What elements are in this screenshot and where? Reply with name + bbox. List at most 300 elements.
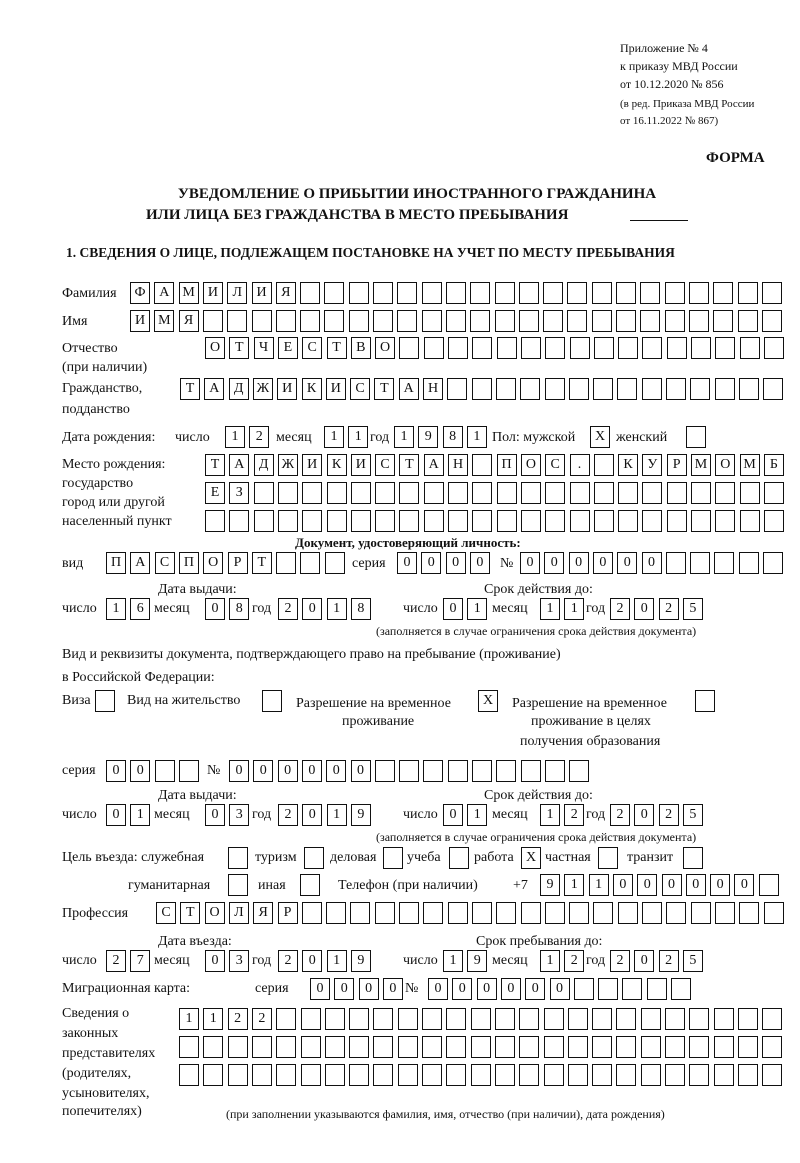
representatives-3-char-box[interactable] (616, 1064, 636, 1086)
right-number-char-box[interactable]: 0 (229, 760, 249, 782)
surname-char-box[interactable] (738, 282, 758, 304)
name-char-box[interactable] (470, 310, 490, 332)
representatives-1-char-box[interactable] (714, 1008, 734, 1030)
id-issue-year-char-box[interactable]: 2 (278, 598, 298, 620)
id-kind-char-box[interactable]: А (130, 552, 150, 574)
birth-place-2-char-box[interactable] (570, 482, 590, 504)
representatives-2-char-box[interactable] (349, 1036, 369, 1058)
representatives-2-char-box[interactable] (592, 1036, 612, 1058)
stay-month-char-box[interactable]: 2 (564, 950, 584, 972)
birth-place-3-char-box[interactable] (618, 510, 638, 532)
mc-number-char-box[interactable]: 0 (428, 978, 448, 1000)
representatives-3-char-box[interactable] (641, 1064, 661, 1086)
surname-char-box[interactable]: Л (227, 282, 247, 304)
birth-place-1-char-box[interactable]: Ж (278, 454, 298, 476)
citizenship-char-box[interactable]: Т (374, 378, 394, 400)
birth-place-3-char-box[interactable] (521, 510, 541, 532)
birth-place-1-char-box[interactable]: С (375, 454, 395, 476)
birth-place-2-char-box[interactable] (740, 482, 760, 504)
patronymic-char-box[interactable] (618, 337, 638, 359)
surname-char-box[interactable] (422, 282, 442, 304)
phone-char-box[interactable]: 0 (613, 874, 633, 896)
birth-place-3-char-box[interactable] (254, 510, 274, 532)
id-issue-year-char-box[interactable]: 1 (327, 598, 347, 620)
surname-char-box[interactable]: И (203, 282, 223, 304)
representatives-2-char-box[interactable] (276, 1036, 296, 1058)
birth-place-3-char-box[interactable] (424, 510, 444, 532)
id-kind-char-box[interactable]: Т (252, 552, 272, 574)
mc-series-char-box[interactable]: 0 (334, 978, 354, 1000)
right-number-char-box[interactable] (448, 760, 468, 782)
mc-number-char-box[interactable]: 0 (452, 978, 472, 1000)
name-char-box[interactable] (373, 310, 393, 332)
phone-char-box[interactable]: 1 (589, 874, 609, 896)
citizenship-char-box[interactable] (472, 378, 492, 400)
representatives-3-char-box[interactable] (446, 1064, 466, 1086)
representatives-2-char-box[interactable] (616, 1036, 636, 1058)
entry-month-char-box[interactable]: 3 (229, 950, 249, 972)
surname-char-box[interactable] (567, 282, 587, 304)
right-valid-month-char-box[interactable]: 2 (564, 804, 584, 826)
patronymic-char-box[interactable] (472, 337, 492, 359)
name-char-box[interactable]: И (130, 310, 150, 332)
representatives-3-char-box[interactable] (544, 1064, 564, 1086)
representatives-3-char-box[interactable] (422, 1064, 442, 1086)
right-issue-year-char-box[interactable]: 0 (302, 804, 322, 826)
birth-place-1-char-box[interactable]: К (327, 454, 347, 476)
birth-place-3-char-box[interactable] (642, 510, 662, 532)
right-series-char-box[interactable]: 0 (130, 760, 150, 782)
surname-char-box[interactable] (762, 282, 782, 304)
birth-place-2-char-box[interactable] (472, 482, 492, 504)
surname-char-box[interactable] (543, 282, 563, 304)
right-valid-year-char-box[interactable]: 2 (659, 804, 679, 826)
id-issue-day-char-box[interactable]: 6 (130, 598, 150, 620)
representatives-2-char-box[interactable] (568, 1036, 588, 1058)
birth-place-2-char-box[interactable] (424, 482, 444, 504)
phone-char-box[interactable]: 0 (662, 874, 682, 896)
birth-place-2-char-box[interactable] (691, 482, 711, 504)
birth-place-3-char-box[interactable] (691, 510, 711, 532)
name-char-box[interactable] (640, 310, 660, 332)
representatives-1-char-box[interactable] (495, 1008, 515, 1030)
representatives-1-char-box[interactable] (592, 1008, 612, 1030)
representatives-1-char-box[interactable] (519, 1008, 539, 1030)
id-issue-month-char-box[interactable]: 8 (229, 598, 249, 620)
profession-char-box[interactable] (642, 902, 662, 924)
right-valid-year-char-box[interactable]: 2 (610, 804, 630, 826)
birth-year-char-box[interactable]: 9 (418, 426, 438, 448)
birth-year-char-box[interactable]: 8 (443, 426, 463, 448)
birth-place-1-char-box[interactable]: М (691, 454, 711, 476)
right-valid-year-char-box[interactable]: 0 (634, 804, 654, 826)
birth-place-3-char-box[interactable] (667, 510, 687, 532)
representatives-1-char-box[interactable] (762, 1008, 782, 1030)
representatives-2-char-box[interactable] (714, 1036, 734, 1058)
patronymic-char-box[interactable] (399, 337, 419, 359)
representatives-1-char-box[interactable] (446, 1008, 466, 1030)
representatives-1-char-box[interactable] (325, 1008, 345, 1030)
id-number-char-box[interactable] (714, 552, 734, 574)
right-valid-year-char-box[interactable]: 5 (683, 804, 703, 826)
birth-place-2-char-box[interactable]: З (229, 482, 249, 504)
citizenship-char-box[interactable]: Ж (253, 378, 273, 400)
representatives-1-char-box[interactable] (665, 1008, 685, 1030)
surname-char-box[interactable] (713, 282, 733, 304)
representatives-2-char-box[interactable] (689, 1036, 709, 1058)
citizenship-char-box[interactable] (496, 378, 516, 400)
name-char-box[interactable] (665, 310, 685, 332)
patronymic-char-box[interactable] (424, 337, 444, 359)
profession-char-box[interactable] (448, 902, 468, 924)
birth-place-2-char-box[interactable] (764, 482, 784, 504)
id-issue-year-char-box[interactable]: 0 (302, 598, 322, 620)
birth-place-3-char-box[interactable] (448, 510, 468, 532)
birth-place-1-char-box[interactable]: А (229, 454, 249, 476)
birth-place-1-char-box[interactable]: П (497, 454, 517, 476)
name-char-box[interactable] (227, 310, 247, 332)
citizenship-char-box[interactable] (617, 378, 637, 400)
id-kind-char-box[interactable]: Р (228, 552, 248, 574)
right-number-char-box[interactable] (545, 760, 565, 782)
profession-char-box[interactable] (569, 902, 589, 924)
phone-char-box[interactable]: 9 (540, 874, 560, 896)
profession-char-box[interactable] (715, 902, 735, 924)
right-number-char-box[interactable] (399, 760, 419, 782)
citizenship-char-box[interactable]: Т (180, 378, 200, 400)
birth-place-3-char-box[interactable] (594, 510, 614, 532)
representatives-2-char-box[interactable] (446, 1036, 466, 1058)
name-char-box[interactable] (300, 310, 320, 332)
birth-place-1-char-box[interactable]: О (521, 454, 541, 476)
birth-place-1-char-box[interactable]: Т (205, 454, 225, 476)
surname-char-box[interactable] (300, 282, 320, 304)
temp-residence-edu-checkbox[interactable] (695, 690, 715, 712)
name-char-box[interactable] (349, 310, 369, 332)
citizenship-char-box[interactable] (763, 378, 783, 400)
representatives-1-char-box[interactable] (349, 1008, 369, 1030)
id-kind-char-box[interactable]: П (106, 552, 126, 574)
id-issue-month-char-box[interactable]: 0 (205, 598, 225, 620)
id-series-char-box[interactable]: 0 (470, 552, 490, 574)
mc-number-char-box[interactable] (574, 978, 594, 1000)
representatives-3-char-box[interactable] (568, 1064, 588, 1086)
citizenship-char-box[interactable]: Н (423, 378, 443, 400)
profession-char-box[interactable] (691, 902, 711, 924)
entry-year-char-box[interactable]: 0 (302, 950, 322, 972)
birth-place-1-char-box[interactable]: И (302, 454, 322, 476)
profession-char-box[interactable]: Л (229, 902, 249, 924)
surname-char-box[interactable] (592, 282, 612, 304)
representatives-1-char-box[interactable]: 2 (252, 1008, 272, 1030)
profession-char-box[interactable] (666, 902, 686, 924)
stay-year-char-box[interactable]: 5 (683, 950, 703, 972)
name-char-box[interactable] (397, 310, 417, 332)
surname-char-box[interactable]: М (179, 282, 199, 304)
representatives-1-char-box[interactable] (471, 1008, 491, 1030)
patronymic-char-box[interactable] (448, 337, 468, 359)
residence-permit-checkbox[interactable] (262, 690, 282, 712)
surname-char-box[interactable] (349, 282, 369, 304)
birth-place-2-char-box[interactable] (545, 482, 565, 504)
right-issue-year-char-box[interactable]: 9 (351, 804, 371, 826)
name-char-box[interactable]: М (154, 310, 174, 332)
citizenship-char-box[interactable] (690, 378, 710, 400)
surname-char-box[interactable] (519, 282, 539, 304)
birth-place-2-char-box[interactable] (278, 482, 298, 504)
birth-year-char-box[interactable]: 1 (467, 426, 487, 448)
id-kind-char-box[interactable]: П (179, 552, 199, 574)
purpose-humanitarian-checkbox[interactable] (228, 874, 248, 896)
name-char-box[interactable] (762, 310, 782, 332)
representatives-3-char-box[interactable] (592, 1064, 612, 1086)
purpose-study-checkbox[interactable] (449, 847, 469, 869)
representatives-2-char-box[interactable] (228, 1036, 248, 1058)
representatives-3-char-box[interactable] (276, 1064, 296, 1086)
right-series-char-box[interactable]: 0 (106, 760, 126, 782)
representatives-3-char-box[interactable] (373, 1064, 393, 1086)
mc-number-char-box[interactable] (647, 978, 667, 1000)
id-kind-char-box[interactable]: О (203, 552, 223, 574)
right-number-char-box[interactable]: 0 (326, 760, 346, 782)
patronymic-char-box[interactable] (497, 337, 517, 359)
surname-char-box[interactable]: Ф (130, 282, 150, 304)
representatives-2-char-box[interactable] (495, 1036, 515, 1058)
citizenship-char-box[interactable]: Д (229, 378, 249, 400)
surname-char-box[interactable] (495, 282, 515, 304)
id-number-char-box[interactable] (763, 552, 783, 574)
birth-place-2-char-box[interactable] (715, 482, 735, 504)
id-number-char-box[interactable]: 0 (544, 552, 564, 574)
representatives-3-char-box[interactable] (349, 1064, 369, 1086)
birth-place-2-char-box[interactable] (667, 482, 687, 504)
representatives-3-char-box[interactable] (495, 1064, 515, 1086)
representatives-1-char-box[interactable] (689, 1008, 709, 1030)
representatives-1-char-box[interactable] (422, 1008, 442, 1030)
representatives-3-char-box[interactable] (325, 1064, 345, 1086)
representatives-2-char-box[interactable] (179, 1036, 199, 1058)
stay-day-char-box[interactable]: 9 (467, 950, 487, 972)
representatives-3-char-box[interactable] (762, 1064, 782, 1086)
right-valid-month-char-box[interactable]: 1 (540, 804, 560, 826)
birth-place-2-char-box[interactable] (399, 482, 419, 504)
representatives-3-char-box[interactable] (471, 1064, 491, 1086)
representatives-2-char-box[interactable] (325, 1036, 345, 1058)
representatives-1-char-box[interactable]: 1 (203, 1008, 223, 1030)
stay-year-char-box[interactable]: 2 (610, 950, 630, 972)
representatives-2-char-box[interactable] (373, 1036, 393, 1058)
stay-day-char-box[interactable]: 1 (443, 950, 463, 972)
birth-place-1-char-box[interactable]: О (715, 454, 735, 476)
birth-place-1-char-box[interactable]: Р (667, 454, 687, 476)
profession-char-box[interactable]: Т (180, 902, 200, 924)
right-series-char-box[interactable] (179, 760, 199, 782)
right-number-char-box[interactable]: 0 (278, 760, 298, 782)
right-issue-day-char-box[interactable]: 1 (130, 804, 150, 826)
id-number-char-box[interactable] (739, 552, 759, 574)
patronymic-char-box[interactable]: С (302, 337, 322, 359)
birth-place-1-char-box[interactable]: С (545, 454, 565, 476)
birth-place-3-char-box[interactable] (351, 510, 371, 532)
entry-day-char-box[interactable]: 7 (130, 950, 150, 972)
right-issue-month-char-box[interactable]: 0 (205, 804, 225, 826)
profession-char-box[interactable] (739, 902, 759, 924)
birth-place-2-char-box[interactable]: Е (205, 482, 225, 504)
name-char-box[interactable] (203, 310, 223, 332)
phone-char-box[interactable]: 1 (564, 874, 584, 896)
birth-place-2-char-box[interactable] (375, 482, 395, 504)
birth-place-1-char-box[interactable]: А (424, 454, 444, 476)
profession-char-box[interactable] (423, 902, 443, 924)
birth-place-2-char-box[interactable] (254, 482, 274, 504)
right-issue-month-char-box[interactable]: 3 (229, 804, 249, 826)
purpose-work-checkbox[interactable]: X (521, 847, 541, 869)
id-valid-day-char-box[interactable]: 1 (467, 598, 487, 620)
citizenship-char-box[interactable] (545, 378, 565, 400)
id-number-char-box[interactable] (690, 552, 710, 574)
right-number-char-box[interactable] (472, 760, 492, 782)
birth-place-2-char-box[interactable] (497, 482, 517, 504)
citizenship-char-box[interactable]: И (277, 378, 297, 400)
citizenship-char-box[interactable]: И (326, 378, 346, 400)
citizenship-char-box[interactable] (739, 378, 759, 400)
entry-day-char-box[interactable]: 2 (106, 950, 126, 972)
right-series-char-box[interactable] (155, 760, 175, 782)
birth-year-char-box[interactable]: 1 (394, 426, 414, 448)
profession-char-box[interactable]: Я (253, 902, 273, 924)
id-number-char-box[interactable]: 0 (617, 552, 637, 574)
birth-place-3-char-box[interactable] (327, 510, 347, 532)
id-series-char-box[interactable]: 0 (446, 552, 466, 574)
surname-char-box[interactable] (665, 282, 685, 304)
representatives-1-char-box[interactable] (738, 1008, 758, 1030)
phone-char-box[interactable]: 0 (734, 874, 754, 896)
representatives-2-char-box[interactable] (544, 1036, 564, 1058)
id-kind-char-box[interactable] (300, 552, 320, 574)
birth-place-3-char-box[interactable] (302, 510, 322, 532)
citizenship-char-box[interactable] (593, 378, 613, 400)
patronymic-char-box[interactable] (667, 337, 687, 359)
surname-char-box[interactable] (397, 282, 417, 304)
birth-place-3-char-box[interactable] (764, 510, 784, 532)
representatives-1-char-box[interactable] (616, 1008, 636, 1030)
birth-place-2-char-box[interactable] (302, 482, 322, 504)
id-valid-year-char-box[interactable]: 5 (683, 598, 703, 620)
representatives-2-char-box[interactable] (519, 1036, 539, 1058)
representatives-1-char-box[interactable] (276, 1008, 296, 1030)
surname-char-box[interactable] (616, 282, 636, 304)
mc-number-char-box[interactable] (622, 978, 642, 1000)
birth-place-3-char-box[interactable] (715, 510, 735, 532)
mc-number-char-box[interactable]: 0 (501, 978, 521, 1000)
birth-place-2-char-box[interactable] (521, 482, 541, 504)
profession-char-box[interactable] (350, 902, 370, 924)
representatives-3-char-box[interactable] (301, 1064, 321, 1086)
stay-month-char-box[interactable]: 1 (540, 950, 560, 972)
entry-year-char-box[interactable]: 2 (278, 950, 298, 972)
representatives-3-char-box[interactable] (738, 1064, 758, 1086)
birth-place-2-char-box[interactable] (448, 482, 468, 504)
birth-place-3-char-box[interactable] (570, 510, 590, 532)
right-valid-day-char-box[interactable]: 0 (443, 804, 463, 826)
profession-char-box[interactable] (326, 902, 346, 924)
patronymic-char-box[interactable]: О (205, 337, 225, 359)
mc-number-char-box[interactable] (598, 978, 618, 1000)
right-number-char-box[interactable] (569, 760, 589, 782)
name-char-box[interactable] (324, 310, 344, 332)
purpose-transit-checkbox[interactable] (683, 847, 703, 869)
stay-year-char-box[interactable]: 0 (634, 950, 654, 972)
profession-char-box[interactable] (399, 902, 419, 924)
id-valid-month-char-box[interactable]: 1 (540, 598, 560, 620)
profession-char-box[interactable]: О (205, 902, 225, 924)
patronymic-char-box[interactable] (545, 337, 565, 359)
birth-place-3-char-box[interactable] (399, 510, 419, 532)
birth-place-3-char-box[interactable] (375, 510, 395, 532)
name-char-box[interactable] (422, 310, 442, 332)
id-issue-year-char-box[interactable]: 8 (351, 598, 371, 620)
patronymic-char-box[interactable] (715, 337, 735, 359)
id-series-char-box[interactable]: 0 (421, 552, 441, 574)
representatives-1-char-box[interactable]: 2 (228, 1008, 248, 1030)
mc-number-char-box[interactable]: 0 (525, 978, 545, 1000)
representatives-1-char-box[interactable] (544, 1008, 564, 1030)
id-valid-day-char-box[interactable]: 0 (443, 598, 463, 620)
patronymic-char-box[interactable] (521, 337, 541, 359)
patronymic-char-box[interactable] (594, 337, 614, 359)
representatives-2-char-box[interactable] (422, 1036, 442, 1058)
birth-day-char-box[interactable]: 1 (225, 426, 245, 448)
right-issue-year-char-box[interactable]: 1 (327, 804, 347, 826)
representatives-3-char-box[interactable] (398, 1064, 418, 1086)
representatives-2-char-box[interactable] (762, 1036, 782, 1058)
representatives-1-char-box[interactable] (301, 1008, 321, 1030)
right-number-char-box[interactable]: 0 (351, 760, 371, 782)
purpose-other-checkbox[interactable] (300, 874, 320, 896)
birth-place-3-char-box[interactable] (497, 510, 517, 532)
profession-char-box[interactable] (545, 902, 565, 924)
birth-place-2-char-box[interactable] (618, 482, 638, 504)
profession-char-box[interactable] (302, 902, 322, 924)
purpose-private-checkbox[interactable] (598, 847, 618, 869)
mc-number-char-box[interactable]: 0 (550, 978, 570, 1000)
temp-residence-checkbox[interactable]: X (478, 690, 498, 712)
birth-place-1-char-box[interactable]: Т (399, 454, 419, 476)
profession-char-box[interactable]: Р (278, 902, 298, 924)
birth-place-1-char-box[interactable] (472, 454, 492, 476)
patronymic-char-box[interactable]: В (351, 337, 371, 359)
citizenship-char-box[interactable] (666, 378, 686, 400)
representatives-2-char-box[interactable] (471, 1036, 491, 1058)
id-valid-year-char-box[interactable]: 2 (610, 598, 630, 620)
representatives-3-char-box[interactable] (689, 1064, 709, 1086)
id-valid-year-char-box[interactable]: 0 (634, 598, 654, 620)
phone-char-box[interactable]: 0 (637, 874, 657, 896)
right-issue-year-char-box[interactable]: 2 (278, 804, 298, 826)
birth-place-1-char-box[interactable] (594, 454, 614, 476)
birth-place-1-char-box[interactable]: Д (254, 454, 274, 476)
mc-series-char-box[interactable]: 0 (310, 978, 330, 1000)
birth-place-1-char-box[interactable]: Н (448, 454, 468, 476)
surname-char-box[interactable]: А (154, 282, 174, 304)
id-kind-char-box[interactable] (325, 552, 345, 574)
stay-year-char-box[interactable]: 2 (659, 950, 679, 972)
representatives-2-char-box[interactable] (398, 1036, 418, 1058)
entry-year-char-box[interactable]: 1 (327, 950, 347, 972)
birth-place-1-char-box[interactable]: К (618, 454, 638, 476)
sex-female-checkbox[interactable] (686, 426, 706, 448)
representatives-2-char-box[interactable] (641, 1036, 661, 1058)
